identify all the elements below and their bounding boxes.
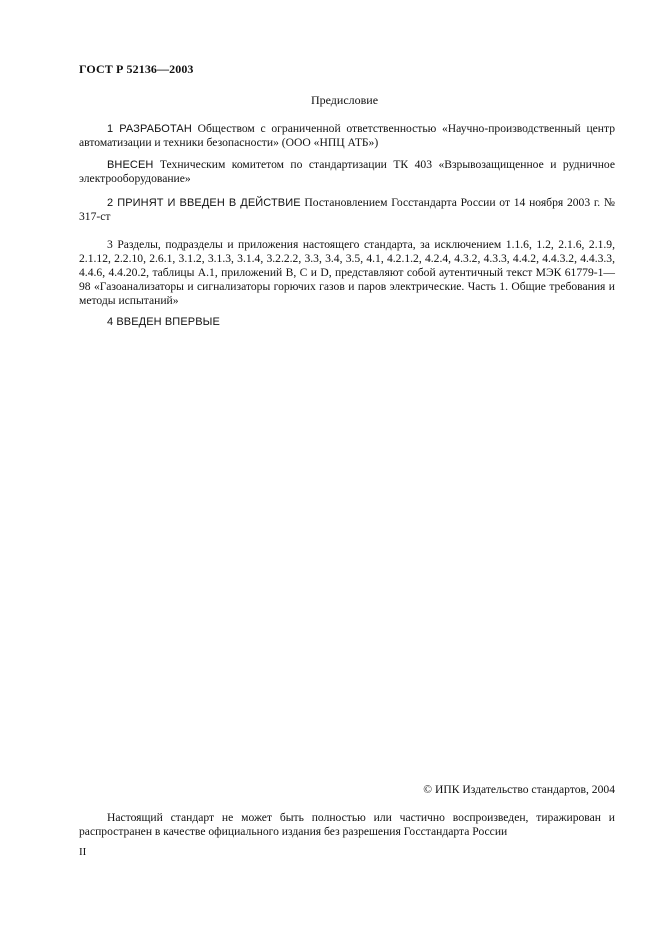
paragraph-adopted — [79, 196, 615, 224]
page-number: II — [79, 846, 87, 858]
reproduction-notice: Настоящий стандарт не может быть полностью или частично воспроизведен, тиражирован и распространен в качестве официального издания без разрешения Госстандарта России — [79, 811, 615, 838]
paragraph-lead: ВНЕСЕН — [107, 159, 154, 171]
paragraph-text: Постановлением Госстандарта России от 14 ноября 2003 г. № 317-ст — [79, 196, 615, 223]
paragraph-first-introduced — [79, 315, 615, 329]
paragraph-lead: 2 ПРИНЯТ И ВВЕДЕН В ДЕЙСТВИЕ — [107, 197, 301, 209]
paragraph-sections — [79, 238, 615, 308]
paragraph-text: Обществом с ограниченной ответственностью «Научно-производственный центр автоматизации и техники безопасности» (ООО «НПЦ АТБ») — [79, 122, 616, 149]
document-header: ГОСТ Р 52136—2003 — [79, 62, 194, 76]
paragraph-lead: 4 ВВЕДЕН ВПЕРВЫЕ — [107, 316, 220, 328]
paragraph-developed-by — [79, 122, 615, 150]
paragraph-introduced-by — [79, 158, 615, 186]
copyright-notice: © ИПК Издательство стандартов, 2004 — [423, 783, 615, 796]
paragraph-text: Техническим комитетом по стандартизации ТК 403 «Взрывозащищенное и рудничное электрооборудование» — [79, 158, 615, 185]
paragraph-text: 3 Разделы, подразделы и приложения настоящего стандарта, за исключением 1.1.6, 1.2, 2.1.6, 2.1.9, 2.1.12, 2.2.10, 2.6.1, 3.1.2, 3.1.3, 3.1.4, 3.2.2.2, 3.3, 3.4, 3.5, 4.1, 4.2.1.2, 4.2.4, 4.3.2, 4.3.3, 4.4.2, 4.4.3.2, 4.4.3.3, 4.4.6, 4.4.20.2, таблицы А.1, приложений В, С и D, представляют собой аутентичный текст МЭК 61779-1—98 «Газоанализаторы и сигнализаторы горючих газов и паров электрические. Часть 1. Общие требования и методы испытаний» — [79, 238, 615, 307]
section-title: Предисловие — [310, 93, 379, 107]
paragraph-lead: 1 РАЗРАБОТАН — [107, 123, 192, 135]
